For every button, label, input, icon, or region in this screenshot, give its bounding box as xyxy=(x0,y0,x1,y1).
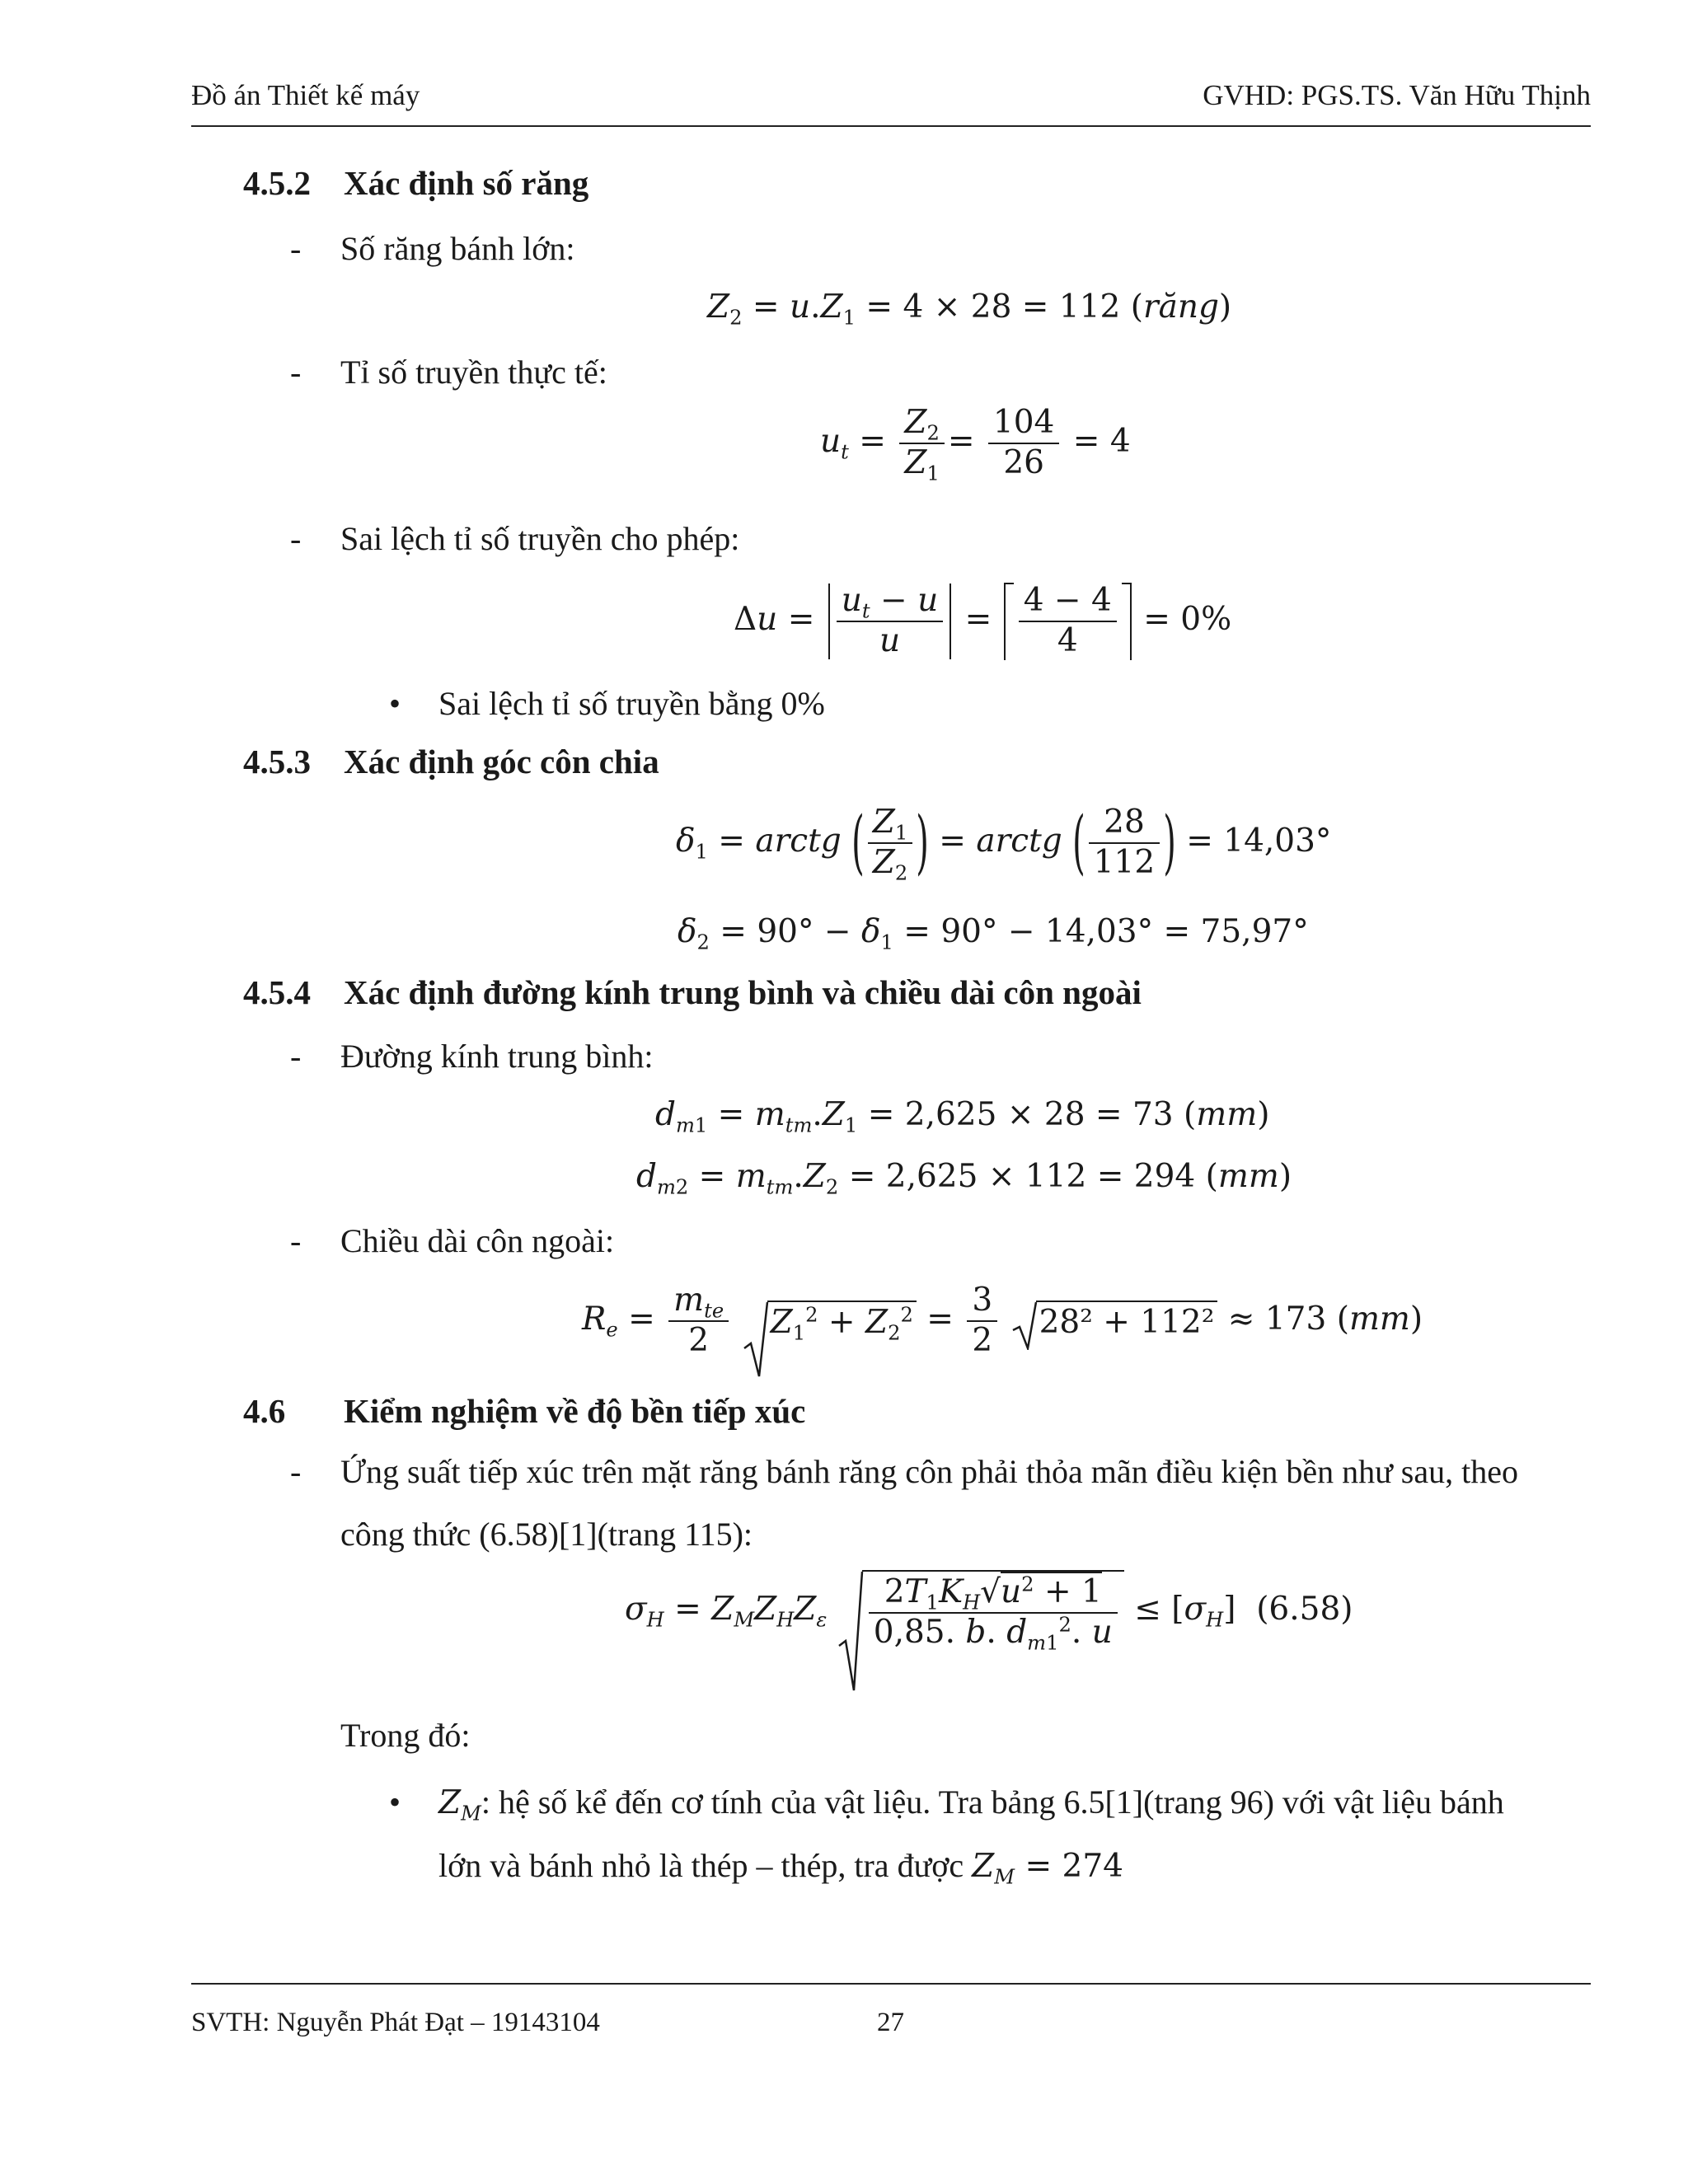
fraction: $\frac{m_{te}}{2}$ xyxy=(668,1282,729,1361)
equation-delta-u: Δu = $\frac{u_t - u}{u}$ = $\frac{4 - 4}{4}$ = 0% xyxy=(734,582,1232,659)
list-dash: - xyxy=(290,1038,302,1075)
fraction: $\frac{2T_1K_H√u^2 + 1}{0,85. b. d_{m1}^2. u}$ xyxy=(869,1573,1118,1652)
section-title: Xác định góc côn chia xyxy=(344,743,659,780)
sqrt-symbol: $Z_1^2 + Z_2^2$ xyxy=(743,1301,917,1341)
equation-du-result: = 0% xyxy=(1143,600,1232,638)
text-duong-kinh-tb: Đường kính trung bình: xyxy=(340,1038,654,1075)
text-trong-do: Trong đó: xyxy=(340,1717,471,1754)
list-dash: - xyxy=(290,230,302,267)
equation-delta1: $\delta_1$ = arctg ( $\frac{Z_1}{Z_2}$ ) = arctg ( $\frac{28}{112}$ ) = 14,03° xyxy=(676,803,1332,885)
fraction: $\frac{3}{2}$ xyxy=(967,1282,997,1361)
bullet-icon: • xyxy=(389,1783,401,1821)
equation-z2: $Z_2 = u.Z_1 = 4 \times 28 = 112$ (răng) xyxy=(707,288,1232,330)
list-dash: - xyxy=(290,520,302,557)
list-dash: - xyxy=(290,1222,302,1259)
equation-z2-unit: răng xyxy=(1142,288,1219,326)
fraction: $\frac{4 - 4}{4}$ xyxy=(1019,582,1117,661)
equation-ut-result: = 4 xyxy=(1072,422,1131,460)
fraction: $\frac{u_t - u}{u}$ xyxy=(837,582,943,661)
section-number: 4.5.3 xyxy=(243,743,311,780)
text-chieu-dai-con-ngoai: Chiều dài côn ngoài: xyxy=(340,1222,615,1259)
equation-z2-rhs: = 4 × 28 = 112 ( xyxy=(865,288,1143,326)
equation-delta2-rest: = 90° − 14,03° = 75,97° xyxy=(903,913,1309,950)
section-title: Kiểm nghiệm về độ bền tiếp xúc xyxy=(344,1392,806,1430)
sqrt-symbol: 28² + 112² xyxy=(1011,1301,1218,1341)
header-left: Đồ án Thiết kế máy xyxy=(191,79,420,111)
text-so-rang-banh-lon: Số răng bánh lớn: xyxy=(340,230,575,267)
section-title: Xác định số răng xyxy=(344,164,589,202)
fraction: $\frac{Z_1}{Z_2}$ xyxy=(868,804,913,883)
text-ti-so-truyen-thuc-te: Tỉ số truyền thực tế: xyxy=(340,354,607,391)
equation-delta2: $\delta_2 = 90^\circ - \delta_1 = 90^\circ - 14,03^\circ = 75,97^\circ$ xyxy=(678,913,1309,954)
section-number: 4.5.2 xyxy=(243,164,311,202)
equation-ut: $u_t$ = $\frac{Z_2}{Z_1}$ = $\frac{104}{26}$ = 4 xyxy=(820,404,1131,485)
sqrt-symbol xyxy=(837,1570,1124,1655)
section-number: 4.5.4 xyxy=(243,973,311,1011)
page-number: 27 xyxy=(877,2008,904,2037)
text-sai-lech-cho-phep: Sai lệch tỉ số truyền cho phép: xyxy=(340,520,740,557)
equation-sigma-h: $\sigma_H = Z_MZ_HZ_\varepsilon$ $\frac{2T_1K_H√u^2 + 1}{0,85. b. d_{m1}^2. u}$ ≤ $[\sigma_H]$ (6.58) xyxy=(625,1570,1353,1652)
fraction: $\frac{104}{26}$ xyxy=(988,404,1059,483)
text-ung-suat-line2: công thức (6.58)[1](trang 115): xyxy=(340,1516,753,1553)
header-right: GVHD: PGS.TS. Văn Hữu Thịnh xyxy=(1203,79,1591,111)
text-zm-line1: $Z_M$: hệ số kể đến cơ tính của vật liệu. Tra bảng 6.5[1](trang 96) với vật liệu bánh xyxy=(438,1783,1504,1825)
equation-re: $R_e$ = $\frac{m_{te}}{2}$ $Z_1^2 + Z_2^2$ = $\frac{3}{2}$ 28² + 112² ≈ 173 (mm) xyxy=(582,1282,1423,1361)
equation-delta1-result: = 14,03° xyxy=(1186,822,1332,860)
equation-z2-close: ) xyxy=(1218,288,1232,326)
section-title: Xác định đường kính trung bình và chiều dài côn ngoài xyxy=(344,973,1142,1011)
section-number: 4.6 xyxy=(243,1392,286,1430)
text-sai-lech-bullet: Sai lệch tỉ số truyền bằng 0% xyxy=(438,685,825,722)
equation-dm1: $d_{m1} = m_{tm}.Z_1 = 2,625 \times 28 = 73$ (mm) xyxy=(655,1096,1270,1137)
fraction: $\frac{28}{112}$ xyxy=(1089,804,1160,883)
list-dash: - xyxy=(290,1453,302,1490)
text-zm-line2: lớn và bánh nhỏ là thép – thép, tra được $Z_M = 274$ xyxy=(438,1847,1123,1889)
equation-dm2: $d_{m2} = m_{tm}.Z_2 = 2,625 \times 112 = 294$ (mm) xyxy=(636,1158,1292,1199)
footer-rule xyxy=(191,1983,1591,1985)
header-rule xyxy=(191,125,1591,127)
text-ung-suat-line1: Ứng suất tiếp xúc trên mặt răng bánh răng côn phải thỏa mãn điều kiện bền như sau, theo xyxy=(340,1453,1518,1490)
fraction: $\frac{Z_2}{Z_1}$ xyxy=(899,404,945,483)
footer-left: SVTH: Nguyễn Phát Đạt – 19143104 xyxy=(191,2008,600,2037)
equation-ref: (6.58) xyxy=(1256,1590,1353,1628)
bullet-icon: • xyxy=(389,685,401,722)
list-dash: - xyxy=(290,354,302,391)
